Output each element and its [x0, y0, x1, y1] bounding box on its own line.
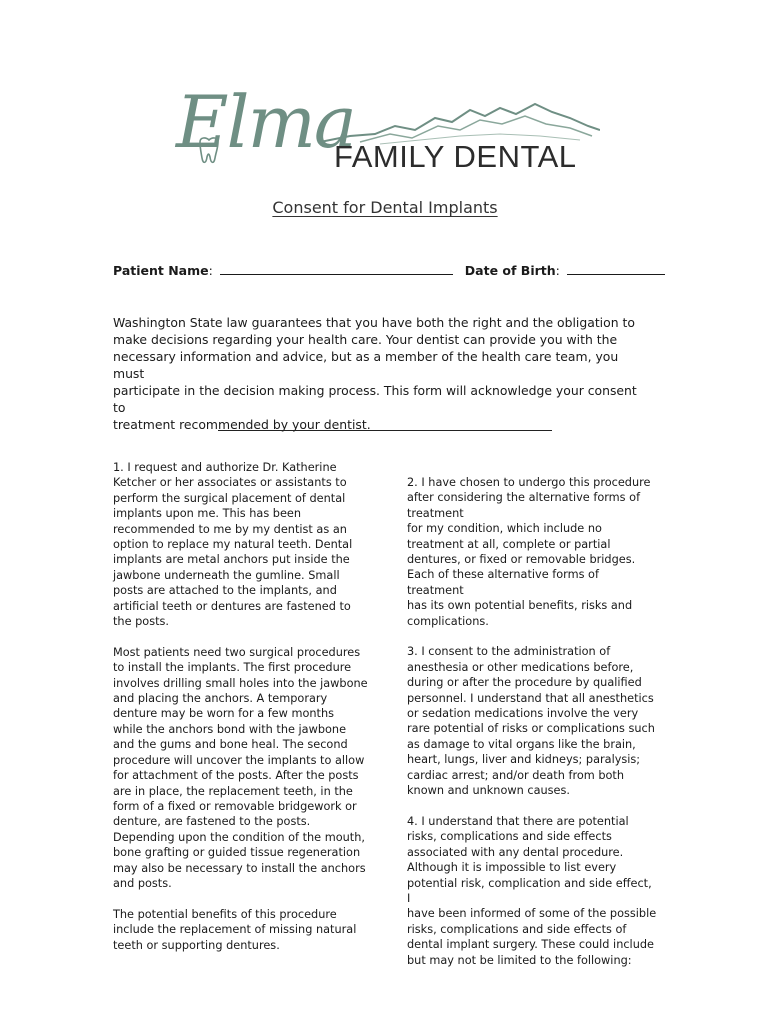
text-line: Depending upon the condition of the mouth, — [113, 830, 365, 844]
text-line: risks, complications and side effects — [407, 830, 612, 844]
text-line: dentures, or fixed or removable bridges. — [407, 553, 636, 567]
patient-info-row: Patient Name: Date of Birth: — [113, 262, 665, 278]
text-line: risks, complications and side effects of — [407, 922, 627, 936]
text-line: and posts. — [113, 876, 172, 890]
elma-family-dental-logo — [170, 80, 600, 184]
text-line: procedure will uncover the implants to allow — [113, 753, 365, 767]
text-line: cardiac arrest; and/or death from both — [407, 768, 625, 782]
text-line: known and unknown causes. — [407, 784, 570, 798]
logo-script-text: Elma — [176, 80, 355, 164]
text-line: posts are attached to the implants, and — [113, 584, 337, 598]
text-line: and placing the anchors. A temporary — [113, 692, 328, 706]
text-line: perform the surgical placement of dental — [113, 491, 346, 505]
text-line: during or after the procedure by qualified — [407, 676, 642, 690]
text-line: Each of these alternative forms of treatment — [407, 568, 599, 597]
text-line: teeth or supporting dentures. — [113, 938, 280, 952]
text-line: for attachment of the posts. After the posts — [113, 769, 359, 783]
intro-line: necessary information and advice, but as a member of the health care team, you must — [113, 349, 619, 381]
intro-line: make decisions regarding your health care. Your dentist can provide you with the — [113, 332, 618, 347]
text-line: denture, are fastened to the posts. — [113, 815, 311, 829]
paragraph-3 — [407, 644, 657, 798]
text-line: complications. — [407, 614, 489, 628]
text-line: for my condition, which include no — [407, 522, 602, 536]
paragraph-2 — [407, 475, 657, 629]
text-line: personnel. I understand that all anesthetics — [407, 691, 654, 705]
text-line: Most patients need two surgical procedures — [113, 645, 361, 659]
right-column — [407, 475, 657, 968]
text-line: involves drilling small holes into the jawbone — [113, 676, 368, 690]
intro-line: treatment recommended by your dentist. — [113, 417, 371, 432]
text-line: Although it is impossible to list every — [407, 861, 617, 875]
dob-field[interactable] — [567, 262, 665, 275]
text-line: The potential benefits of this procedure — [113, 907, 337, 921]
text-line: associated with any dental procedure. — [407, 845, 624, 859]
paragraph-4 — [407, 814, 657, 968]
text-line: are in place, the replacement teeth, in the — [113, 784, 353, 798]
paragraph-procedure — [113, 645, 373, 892]
text-line: 4. I understand that there are potential — [407, 814, 629, 828]
text-line: Ketcher or her associates or assistants to — [113, 476, 347, 490]
text-line: bone grafting or guided tissue regeneration — [113, 846, 361, 860]
text-line: while the anchors bond with the jawbone — [113, 722, 347, 736]
text-line: but may not be limited to the following: — [407, 953, 632, 967]
text-line: option to replace my natural teeth. Dental — [113, 538, 353, 552]
text-line: recommended to me by my dentist as an — [113, 522, 347, 536]
tooth-icon — [196, 136, 222, 166]
text-line: 3. I consent to the administration of — [407, 645, 611, 659]
text-line: include the replacement of missing natural — [113, 923, 357, 937]
patient-name-field[interactable] — [220, 262, 453, 275]
paragraph-1 — [113, 460, 373, 629]
intro-paragraph — [113, 314, 648, 433]
text-line: and the gums and bone heal. The second — [113, 738, 348, 752]
patient-name-label: Patient Name — [113, 263, 209, 278]
text-line: rare potential of risks or complications such — [407, 722, 655, 736]
text-line: artificial teeth or dentures are fastened to — [113, 599, 351, 613]
text-line: as damage to vital organs like the brain, — [407, 737, 636, 751]
text-line: or sedation medications involve the very — [407, 707, 639, 721]
text-line: may also be necessary to install the anchors — [113, 861, 366, 875]
text-line: treatment at all, complete or partial — [407, 537, 611, 551]
dob-label: Date of Birth — [464, 263, 556, 278]
text-line: 1. I request and authorize Dr. Katherine — [113, 461, 337, 474]
text-line: after considering the alternative forms of — [407, 491, 641, 505]
intro-line: participate in the decision making process. This form will acknowledge your consent to — [113, 383, 637, 415]
text-line: the posts. — [113, 615, 170, 629]
text-line: dental implant surgery. These could include — [407, 938, 654, 952]
logo-wordmark: FAMILY DENTAL — [334, 139, 577, 174]
text-line: anesthesia or other medications before, — [407, 660, 634, 674]
text-line: implants upon me. This has been — [113, 507, 302, 521]
text-line: potential risk, complication and side effect, I — [407, 876, 652, 905]
section-divider — [218, 430, 552, 431]
text-line: treatment — [407, 506, 464, 520]
text-line: has its own potential benefits, risks and — [407, 599, 633, 613]
left-column — [113, 460, 373, 953]
text-line: form of a fixed or removable bridgework or — [113, 799, 357, 813]
text-line: to install the implants. The first procedure — [113, 661, 352, 675]
text-line: jawbone underneath the gumline. Small — [113, 568, 340, 582]
text-line: denture may be worn for a few months — [113, 707, 335, 721]
text-line: heart, lungs, liver and kidneys; paralysis; — [407, 753, 641, 767]
paragraph-benefits — [113, 907, 373, 953]
text-line: 2. I have chosen to undergo this procedure — [407, 476, 651, 489]
form-title: Consent for Dental Implants — [272, 198, 498, 217]
text-line: have been informed of some of the possible — [407, 907, 657, 921]
intro-line: Washington State law guarantees that you have both the right and the obligation to — [113, 315, 635, 330]
text-line: implants are metal anchors put inside the — [113, 553, 350, 567]
